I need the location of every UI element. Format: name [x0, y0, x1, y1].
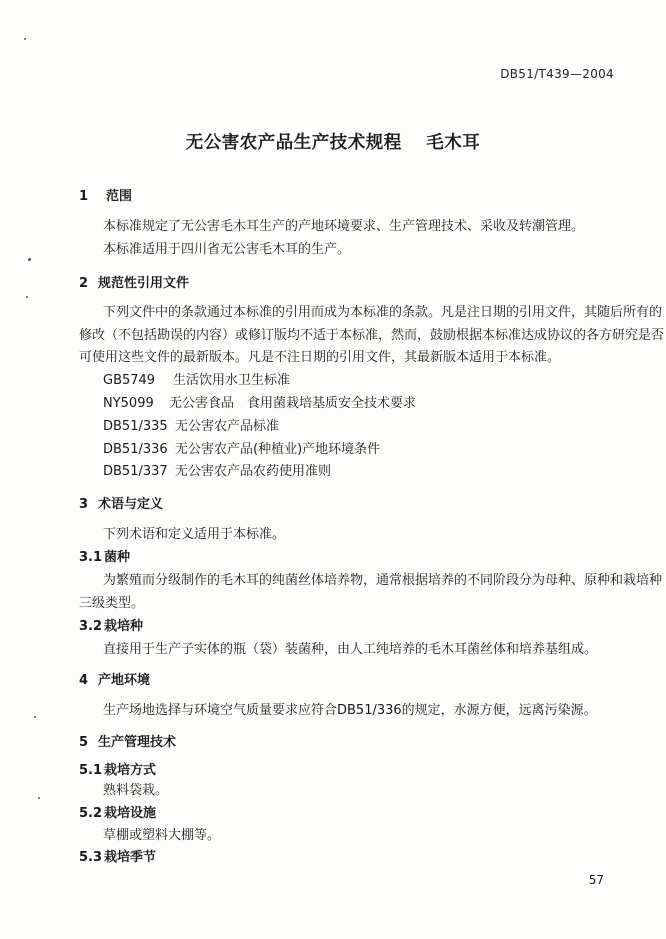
paragraph-line: 本标准适用于四川省无公害毛木耳的生产。 [103, 242, 351, 257]
reference-item [103, 464, 331, 480]
section-5-heading [79, 735, 176, 751]
reference-code: DB51/337 [103, 464, 168, 479]
subsection-3-2-heading [79, 619, 143, 635]
section-number: 5.3 [79, 850, 103, 865]
paragraph-line: 下列术语和定义适用于本标准。 [103, 527, 286, 542]
scan-speck [24, 38, 26, 40]
section-title: 产地环境 [98, 673, 151, 688]
reference-code: GB5749 [103, 373, 156, 388]
subsection-5-1-heading [79, 763, 156, 779]
section-title: 范围 [106, 189, 133, 204]
paragraph-line: 可使用这些文件的最新版本。凡是不注日期的引用文件，其最新版本适用于本标准。 [79, 350, 561, 365]
reference-item [103, 442, 380, 458]
paragraph-line: 三级类型。 [79, 596, 145, 611]
page-number: 57 [588, 873, 604, 887]
reference-code: DB51/336 [103, 442, 168, 457]
paragraph-line: 修改（不包括勘误的内容）或修订版均不适于本标准，然而，鼓励根据本标准达成协议的各方研究是否 [79, 328, 665, 343]
section-1-heading [79, 189, 132, 205]
reference-name: 无公害农产品农药使用准则 [175, 464, 332, 479]
paragraph-line: 生产场地选择与环境空气质量要求应符合DB51/336的规定，水源方便，远离污染源。 [103, 703, 597, 718]
paragraph-line: 本标准规定了无公害毛木耳生产的产地环境要求、生产管理技术、采收及转潮管理。 [103, 219, 585, 234]
reference-name: 生活饮用水卫生标准 [173, 373, 291, 388]
section-number: 4 [79, 673, 89, 688]
reference-item [103, 373, 290, 389]
section-4-heading [79, 673, 150, 689]
paragraph-line: 下列文件中的条款通过本标准的引用而成为本标准的条款。凡是注日期的引用文件，其随后所有的 [103, 305, 663, 320]
section-title: 栽培种 [104, 619, 144, 634]
section-number: 3 [79, 497, 89, 512]
section-number: 5.2 [79, 806, 103, 821]
reference-item [103, 396, 416, 412]
section-title: 菌种 [104, 550, 131, 565]
section-number: 1 [79, 189, 89, 204]
reference-name: 无公害食品 食用菌栽培基质安全技术要求 [169, 396, 417, 411]
subsection-5-3-heading [79, 850, 156, 866]
subsection-5-2-heading [79, 806, 156, 822]
document-code: DB51/T439—2004 [500, 67, 614, 81]
section-title: 术语与定义 [98, 497, 164, 512]
reference-name: 无公害农产品(种植业)产地环境条件 [175, 442, 381, 457]
paragraph-line: 为繁殖而分级制作的毛木耳的纯菌丝体培养物，通常根据培养的不同阶段分为母种、原种和栽培种 [103, 573, 663, 588]
paragraph-line: 熟料袋栽。 [103, 783, 169, 798]
section-title: 生产管理技术 [98, 735, 177, 750]
section-title: 栽培季节 [104, 850, 157, 865]
section-2-heading [79, 276, 189, 292]
reference-code: DB51/335 [103, 419, 168, 434]
paragraph-line: 草棚或塑料大棚等。 [103, 828, 221, 843]
scan-speck [38, 797, 40, 799]
section-number: 5 [79, 735, 89, 750]
scan-speck [28, 258, 31, 261]
section-number: 3.2 [79, 619, 103, 634]
section-number: 3.1 [79, 550, 103, 565]
scan-speck [26, 296, 28, 298]
reference-code: NY5099 [103, 396, 154, 411]
scan-speck [34, 716, 36, 718]
section-title: 栽培方式 [104, 763, 157, 778]
subsection-3-1-heading [79, 550, 130, 566]
page-title: 无公害农产品生产技术规程 毛木耳 [185, 133, 481, 153]
section-number: 5.1 [79, 763, 103, 778]
section-title: 规范性引用文件 [98, 276, 190, 291]
paragraph-line: 直接用于生产子实体的瓶（袋）装菌种，由人工纯培养的毛木耳菌丝体和培养基组成。 [103, 642, 598, 657]
section-3-heading [79, 497, 163, 513]
section-number: 2 [79, 276, 89, 291]
reference-name: 无公害农产品标准 [175, 419, 280, 434]
reference-item [103, 419, 279, 435]
section-title: 栽培设施 [104, 806, 157, 821]
